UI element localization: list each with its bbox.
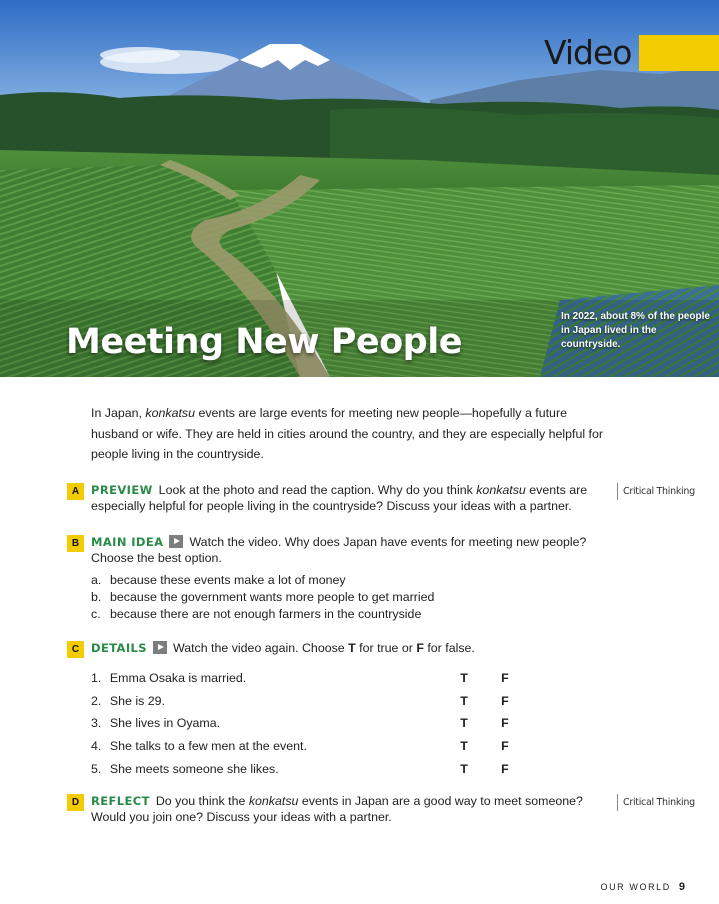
section-a-text: PREVIEW Look at the photo and read the caption. Why do you think konkatsu events are especially helpful for people living in the countryside? Discuss your ideas with a partner. (91, 483, 588, 513)
section-c-text: DETAILS Watch the video again. Choose T for true or F for false. (91, 641, 475, 655)
page-title: Meeting New People (66, 322, 462, 362)
page-number: 9 (678, 881, 685, 893)
list-item: 5. She meets someone she likes. T F (91, 757, 521, 780)
term-konkatsu: konkatsu (145, 406, 196, 420)
true-option[interactable]: T (460, 761, 468, 776)
option-a[interactable]: a. because these events make a lot of money (91, 573, 346, 587)
option-b[interactable]: b. because the government wants more people to get married (91, 590, 435, 604)
critical-thinking-note: Critical Thinking (617, 483, 707, 500)
book-title: OUR WORLD (600, 882, 671, 892)
section-heading: DETAILS (91, 641, 147, 655)
true-option[interactable]: T (460, 739, 468, 754)
section-heading: REFLECT (91, 794, 150, 808)
photo-caption: In 2022, about 8% of the people in Japan lived in the countryside. (561, 311, 710, 350)
section-letter-badge: D (67, 794, 84, 811)
play-video-icon[interactable] (169, 535, 183, 548)
section-letter-badge: C (67, 641, 84, 658)
true-option[interactable]: T (460, 693, 468, 708)
play-video-icon[interactable] (153, 641, 167, 654)
false-option[interactable]: F (501, 671, 509, 686)
section-d-text: REFLECT Do you think the konkatsu events in Japan are a good way to meet someone? Would you join one? Discuss your ideas with a partner. (91, 794, 583, 824)
section-b-main-idea (67, 535, 607, 623)
section-heading: PREVIEW (91, 483, 153, 497)
list-item: 1. Emma Osaka is married. T F (91, 667, 521, 690)
section-b-text: MAIN IDEA Watch the video. Why does Japan have events for meeting new people? Choose the best option. (91, 535, 587, 565)
list-item: 4. She talks to a few men at the event. T F (91, 735, 521, 758)
true-option[interactable]: T (460, 671, 468, 686)
section-label: Video (544, 33, 632, 72)
yellow-accent-bar (639, 35, 719, 71)
section-tab (540, 34, 719, 72)
section-d-reflect (67, 794, 607, 825)
list-item: 2. She is 29. T F (91, 690, 521, 713)
section-letter-badge: A (67, 483, 84, 500)
section-heading: MAIN IDEA (91, 535, 164, 549)
section-c-details (67, 641, 607, 657)
option-c[interactable]: c. because there are not enough farmers in the countryside (91, 607, 422, 621)
false-option[interactable]: F (501, 716, 509, 731)
false-option[interactable]: F (501, 761, 509, 776)
list-item: 3. She lives in Oyama. T F (91, 712, 521, 735)
true-option[interactable]: T (460, 716, 468, 731)
section-letter-badge: B (67, 535, 84, 552)
false-option[interactable]: F (501, 739, 509, 754)
section-a-preview (67, 483, 607, 514)
answer-options (91, 572, 607, 623)
page-footer (600, 881, 685, 893)
true-false-list (91, 667, 521, 780)
false-option[interactable]: F (501, 693, 509, 708)
critical-thinking-note: Critical Thinking (617, 794, 707, 811)
hero-photo (0, 0, 719, 377)
intro-paragraph: In Japan, konkatsu events are large events for meeting new people—hopefully a future husband or wife. They are held in cities around the country, and they are especially helpful for people living in the countryside. (91, 406, 603, 461)
